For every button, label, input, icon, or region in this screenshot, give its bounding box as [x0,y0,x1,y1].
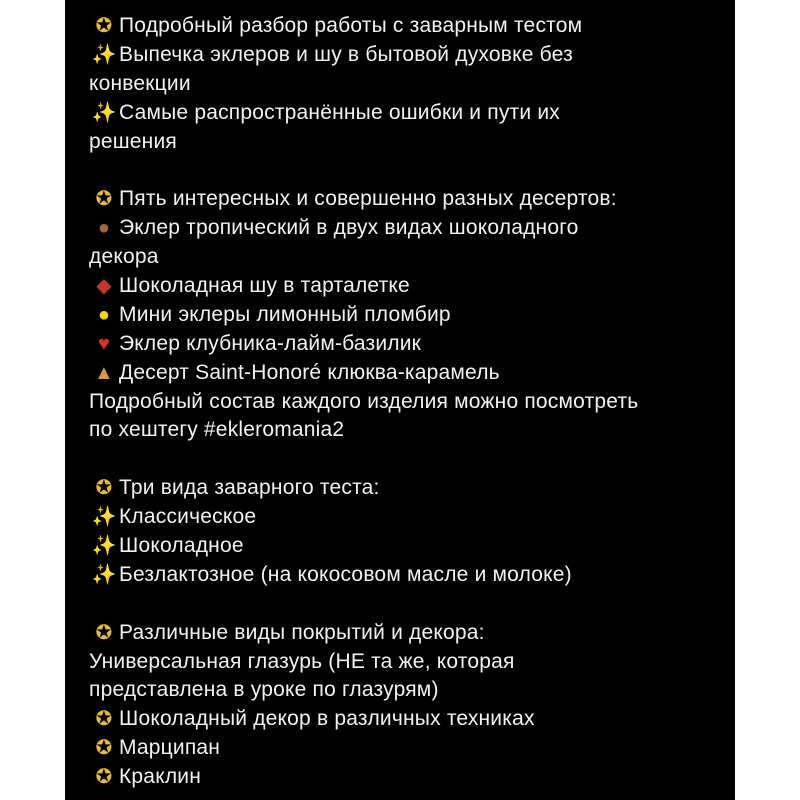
text-line [89,619,729,648]
text-line [89,214,729,243]
text-line [89,12,729,41]
line-text: Марципан [119,736,221,760]
dizzy-icon: ✪ [95,737,113,760]
line-text: представлена в уроке по глазурям) [89,678,439,702]
dizzy-icon: ✪ [95,477,113,500]
text-line [89,474,729,503]
text-line [89,272,729,301]
strawberry-icon: ♥ [97,332,111,355]
text-line [89,70,729,99]
text-line [89,416,729,445]
line-text: Шоколадный декор в различных техниках [119,707,535,731]
line-text: Безлактозное (на кокосовом масле и молоке) [119,562,572,586]
chocolate-icon: ◆ [96,275,112,298]
line-text: Подробный состав каждого изделия можно посмотреть [89,389,639,413]
line-text: Выпечка эклеров и шу в бытовой духовке без [119,42,573,66]
line-text: Шоколадная шу в тарталетке [119,274,410,298]
line-text: Мини эклеры лимонный пломбир [119,302,451,326]
text-line [89,561,729,590]
lemon-icon: ● [97,303,111,326]
sparkles-icon: ✨ [91,506,117,529]
text-line [89,734,729,763]
text-line [89,763,729,792]
line-text: Подробный разбор работы с заварным тестом [119,14,583,37]
dizzy-icon: ✪ [95,708,113,731]
dizzy-icon: ✪ [95,621,113,644]
text-line [89,99,729,128]
text-line [89,388,729,417]
coconut-icon: ● [97,217,111,240]
text-line [89,243,729,272]
sparkles-icon: ✨ [91,43,117,66]
dizzy-icon: ✪ [95,15,113,37]
line-text: Классическое [119,505,257,529]
post-text-panel [65,0,735,800]
line-text: Три вида заварного теста: [119,476,380,500]
text-line [89,503,729,532]
text-line [89,532,729,561]
sparkles-icon: ✨ [91,535,117,558]
text-line [89,359,729,388]
sparkles-icon: ✨ [91,101,117,124]
blank-line [89,156,729,185]
line-text: Шоколадное [119,534,244,558]
line-text: Краклин [119,765,201,789]
post-text [89,12,729,792]
line-text: конвекции [89,71,191,95]
text-line [89,301,729,330]
line-text: решения [89,129,177,153]
text-line [89,705,729,734]
text-line [89,41,729,70]
text-line [89,648,729,677]
line-text: Универсальная глазурь (НЕ та же, которая [89,649,515,673]
text-line [89,330,729,359]
line-text: по хештегу #ekleromania2 [89,418,345,442]
text-line [89,676,729,705]
dizzy-icon: ✪ [95,188,113,211]
dizzy-icon: ✪ [95,766,113,789]
line-text: Эклер тропический в двух видах шоколадного [119,216,579,240]
text-line [89,185,729,214]
line-text: Десерт Saint-Honoré клюква-карамель [119,360,500,384]
line-text: Различные виды покрытий и декора: [119,620,485,644]
line-text: Эклер клубника-лайм-базилик [119,331,422,355]
sparkles-icon: ✨ [91,563,117,586]
text-line [89,128,729,157]
flan-icon: ▲ [94,361,114,384]
blank-line [89,590,729,619]
line-text: декора [89,245,159,269]
blank-line [89,445,729,474]
line-text: Самые распространённые ошибки и пути их [119,100,560,124]
line-text: Пять интересных и совершенно разных десертов: [119,187,617,211]
